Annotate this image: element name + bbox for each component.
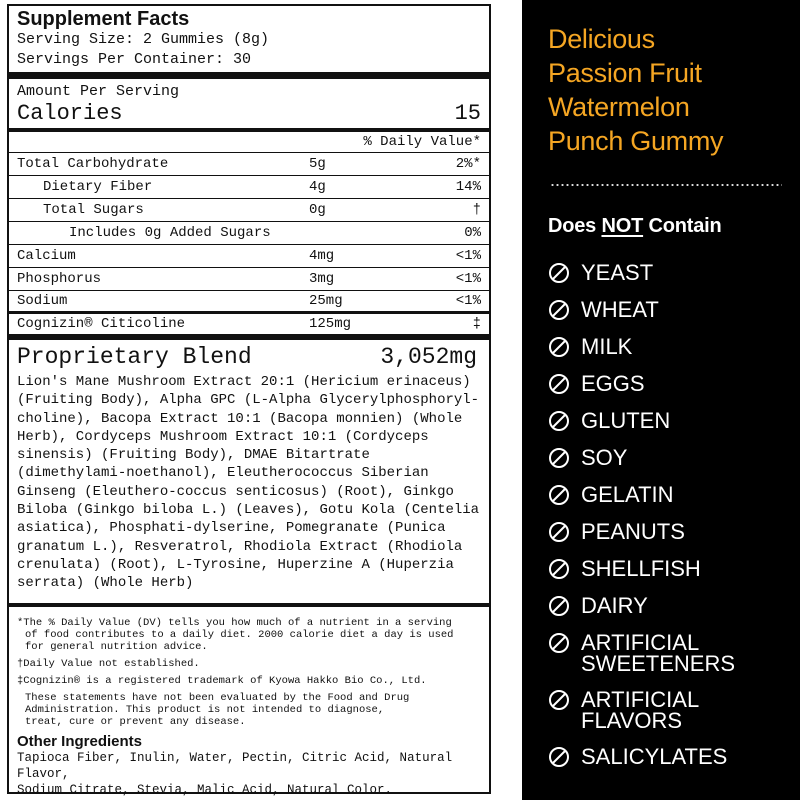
headline-line: Delicious (548, 24, 655, 54)
nutrient-row (9, 291, 489, 314)
allergen-label: WHEAT (581, 297, 659, 322)
headline-line: Watermelon (548, 92, 690, 122)
no-symbol-icon (548, 521, 570, 543)
blend-ingredients: Lion's Mane Mushroom Extract 20:1 (Hericium erinaceus) (Fruiting Body), Alpha GPC (L-Alpha Glycerylphosphoryl-choline), Bacopa Extract 10:1 (Bacopa monnien) (Whole Herb), Cordyceps Mushroom Extract 10:1 (Cordyceps sinensis) (Fruiting Body), DMAE Bitartrate (dimethylami-noethanol), Eleutherococcus Siberian Ginseng (Eleuthero-coccus senticosus) (Root), Ginkgo Biloba (Ginkgo biloba L.) (Leaves), Gotu Kola (Centelia asiatica), Phosphati-dylserine, Pomegranate (Punica granatum L.), Resveratrol, Rhodiola Extract (Rhodiola crenulata) (Root), L-Tyrosine, Huperzine A (Huperzia serrata) (Whole Herb) (17, 374, 480, 592)
supplement-facts-label (7, 4, 491, 797)
nutrient-name: Calcium (17, 247, 76, 264)
nutrient-name: Includes 0g Added Sugars (69, 224, 271, 241)
allergen-label: SOY (581, 445, 628, 470)
no-symbol-icon (548, 595, 570, 617)
no-symbol-icon (548, 410, 570, 432)
calories-row (17, 102, 481, 128)
allergen-label: EGGS (581, 371, 645, 396)
other-ingredients-title: Other Ingredients (17, 732, 143, 750)
nutrient-dv: <1% (455, 270, 481, 287)
nutrient-row (9, 176, 489, 199)
footnotes (17, 617, 481, 728)
allergen-list (548, 262, 798, 783)
allergen-item (548, 689, 798, 731)
allergen-label: DAIRY (581, 593, 648, 618)
facts-title: Supplement Facts (17, 8, 190, 30)
allergen-item (548, 521, 798, 543)
daily-value-header: % Daily Value* (363, 134, 481, 150)
nutrient-dv: <1% (455, 293, 481, 309)
no-symbol-icon (548, 373, 570, 395)
nutrient-row (9, 222, 489, 245)
allergen-label: YEAST (581, 260, 654, 285)
servings-per-container: Servings Per Container: 30 (17, 51, 252, 68)
no-symbol-icon (548, 558, 570, 580)
footnote-dv-line: *The % Daily Value (DV) tells you how much of a nutrient in a serving (17, 616, 452, 629)
allergen-item (548, 262, 798, 284)
calories-label: Calories (17, 101, 123, 126)
nutrient-row (9, 314, 489, 340)
nutrient-row (9, 199, 489, 222)
nutrient-amount: 125mg (309, 316, 352, 332)
nutrient-amount: 25mg (309, 293, 343, 309)
fda-disclaimer-line: treat, cure or prevent any disease. (25, 715, 246, 728)
heading-not: NOT (601, 215, 644, 237)
product-headline (548, 22, 798, 158)
allergen-label: ARTIFICIAL SWEETENERS (581, 630, 736, 676)
footnote-dv-line: of food contributes to a daily diet. 2000 calorie diet a day is used (25, 628, 454, 641)
allergen-item (548, 336, 798, 358)
fda-disclaimer-line: Administration. This product is not intended to diagnose, (25, 703, 385, 716)
allergen-label: GLUTEN (581, 408, 671, 433)
nutrient-name: Total Sugars (43, 201, 144, 218)
other-ingredients-line: Sodium Citrate, Stevia, Malic Acid, Natural Color. (17, 782, 393, 797)
allergen-item (548, 558, 798, 580)
headline-line: Passion Fruit (548, 58, 702, 88)
no-symbol-icon (548, 746, 570, 768)
does-not-contain-heading (548, 214, 721, 238)
nutrient-amount: 4mg (309, 247, 335, 264)
nutrient-amount: 0g (309, 201, 326, 218)
allergen-item (548, 484, 798, 506)
footnote-double-dagger: ‡Cognizin® is a registered trademark of Kyowa Hakko Bio Co., Ltd. (17, 674, 427, 687)
nutrient-name: Cognizin® Citicoline (17, 316, 186, 332)
divider (9, 72, 489, 79)
nutrient-row (9, 245, 489, 268)
nutrient-dv: 14% (455, 178, 481, 195)
nutrient-name: Dietary Fiber (43, 178, 153, 195)
headline-line: Punch Gummy (548, 126, 724, 156)
allergen-item (548, 410, 798, 432)
allergen-item (548, 299, 798, 321)
heading-contain: Contain (643, 215, 722, 237)
allergen-item (548, 632, 798, 674)
other-ingredients-line: Tapioca Fiber, Inulin, Water, Pectin, Citric Acid, Natural Flavor, (17, 750, 453, 781)
nutrient-name: Sodium (17, 293, 68, 309)
allergen-item (548, 373, 798, 395)
blend-label: Proprietary Blend (17, 344, 252, 370)
allergen-label: MILK (581, 334, 633, 359)
nutrient-row (9, 268, 489, 291)
nutrient-amount: 4g (309, 178, 326, 195)
nutrient-dv: 2%* (455, 155, 481, 172)
serving-size: Serving Size: 2 Gummies (8g) (17, 31, 270, 48)
nutrient-dv: <1% (455, 247, 481, 264)
no-symbol-icon (548, 484, 570, 506)
nutrient-dv: 0% (464, 224, 481, 241)
heading-does: Does (548, 215, 602, 237)
allergen-label: GELATIN (581, 482, 674, 507)
allergen-item (548, 447, 798, 469)
allergen-label: SALICYLATES (581, 744, 728, 769)
nutrient-dv: ‡ (472, 316, 481, 332)
no-symbol-icon (548, 689, 570, 711)
calories-value: 15 (454, 101, 481, 126)
footnote-dagger: †Daily Value not established. (17, 657, 200, 670)
allergen-label: ARTIFICIAL FLAVORS (581, 687, 700, 733)
no-symbol-icon (548, 336, 570, 358)
fda-disclaimer-line: These statements have not been evaluated by the Food and Drug (25, 691, 410, 704)
allergen-item (548, 746, 798, 768)
nutrient-name: Phosphorus (17, 270, 102, 287)
allergen-label: SHELLFISH (581, 556, 701, 581)
blend-amount: 3,052mg (380, 344, 477, 370)
nutrient-row (9, 153, 489, 176)
proprietary-blend-row (17, 343, 481, 371)
allergen-item (548, 595, 798, 617)
nutrient-dv: † (472, 201, 481, 218)
allergen-label: PEANUTS (581, 519, 685, 544)
claims-panel (522, 0, 800, 800)
footnote-dv-line: for general nutrition advice. (25, 640, 208, 653)
nutrient-amount: 3mg (309, 270, 335, 287)
nutrient-amount: 5g (309, 155, 326, 172)
no-symbol-icon (548, 632, 570, 654)
no-symbol-icon (548, 299, 570, 321)
no-symbol-icon (548, 447, 570, 469)
divider (9, 603, 489, 607)
no-symbol-icon (548, 262, 570, 284)
dotted-divider (550, 184, 782, 186)
amount-per-serving: Amount Per Serving (17, 83, 180, 100)
nutrient-name: Total Carbohydrate (17, 155, 169, 172)
